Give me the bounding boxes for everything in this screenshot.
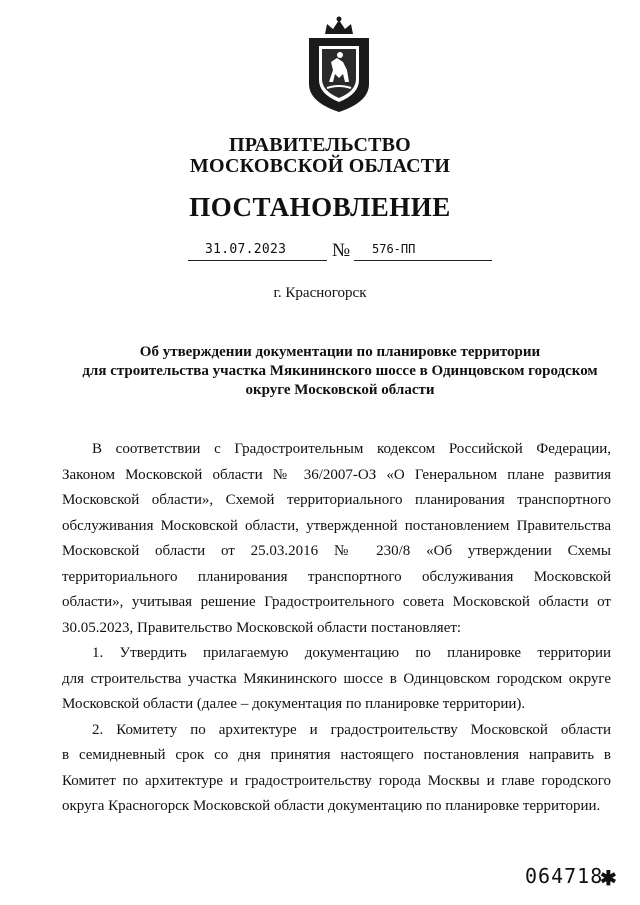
body-line: округа Красногорск Московской области документацию по планировке территории. — [62, 798, 601, 814]
title-line: Об утверждении документации по планировке территории — [139, 344, 541, 360]
body-line: в семидневный срок со дня принятия настоящего постановления направить в — [62, 747, 611, 763]
title-line: для строительства участка Мякининского шоссе в Одинцовском городском — [82, 363, 598, 379]
city: г. Красногорск — [273, 285, 367, 301]
coat-of-arms-emblem — [303, 14, 375, 114]
body-line: Московской области от 25.03.2016 № 230/8 «Об утверждении Схемы — [62, 543, 611, 559]
org-name-line2: МОСКОВСКОЙ ОБЛАСТИ — [189, 155, 451, 177]
body-line: Московской области», Схемой территориального планирования транспортного — [62, 492, 611, 508]
body-line: области», учитывая решение Градостроительного совета Московской области от — [62, 594, 611, 610]
number-sign: № — [332, 240, 351, 261]
document-number: 576-ПП — [372, 242, 416, 256]
serial-number: 064718 — [525, 864, 604, 888]
body-line: обслуживания Московской области, утвержденной постановлением Правительства — [62, 517, 611, 534]
body-line: Законом Московской области № 36/2007-ОЗ «О Генеральном плане развития — [62, 466, 611, 483]
body-line: 2. Комитету по архитектуре и градостроительству Московской области — [92, 721, 611, 738]
document-body — [62, 437, 611, 820]
body-line: Комитет по архитектуре и градостроительству города Москвы и главе городского — [62, 772, 611, 789]
document-type: ПОСТАНОВЛЕНИЕ — [189, 192, 451, 222]
body-line: 30.05.2023, Правительство Московской области постановляет: — [62, 619, 462, 636]
body-line: территориального планирования транспортного обслуживания Московской — [62, 568, 611, 585]
body-line: В соответствии с Градостроительным кодексом Российской Федерации, — [92, 441, 611, 457]
org-name-line1: ПРАВИТЕЛЬСТВО — [229, 134, 411, 156]
body-line: 1. Утвердить прилагаемую документацию по планировке территории — [92, 645, 611, 661]
body-line: для строительства участка Мякининского шоссе в Одинцовском городском округе — [62, 670, 611, 687]
document-title — [60, 343, 620, 400]
star-mark: ✱ — [600, 868, 617, 890]
body-line: Московской области (далее – документация по планировке территории). — [62, 696, 526, 712]
document-date: 31.07.2023 — [205, 242, 287, 257]
title-line: округе Московской области — [245, 382, 435, 398]
